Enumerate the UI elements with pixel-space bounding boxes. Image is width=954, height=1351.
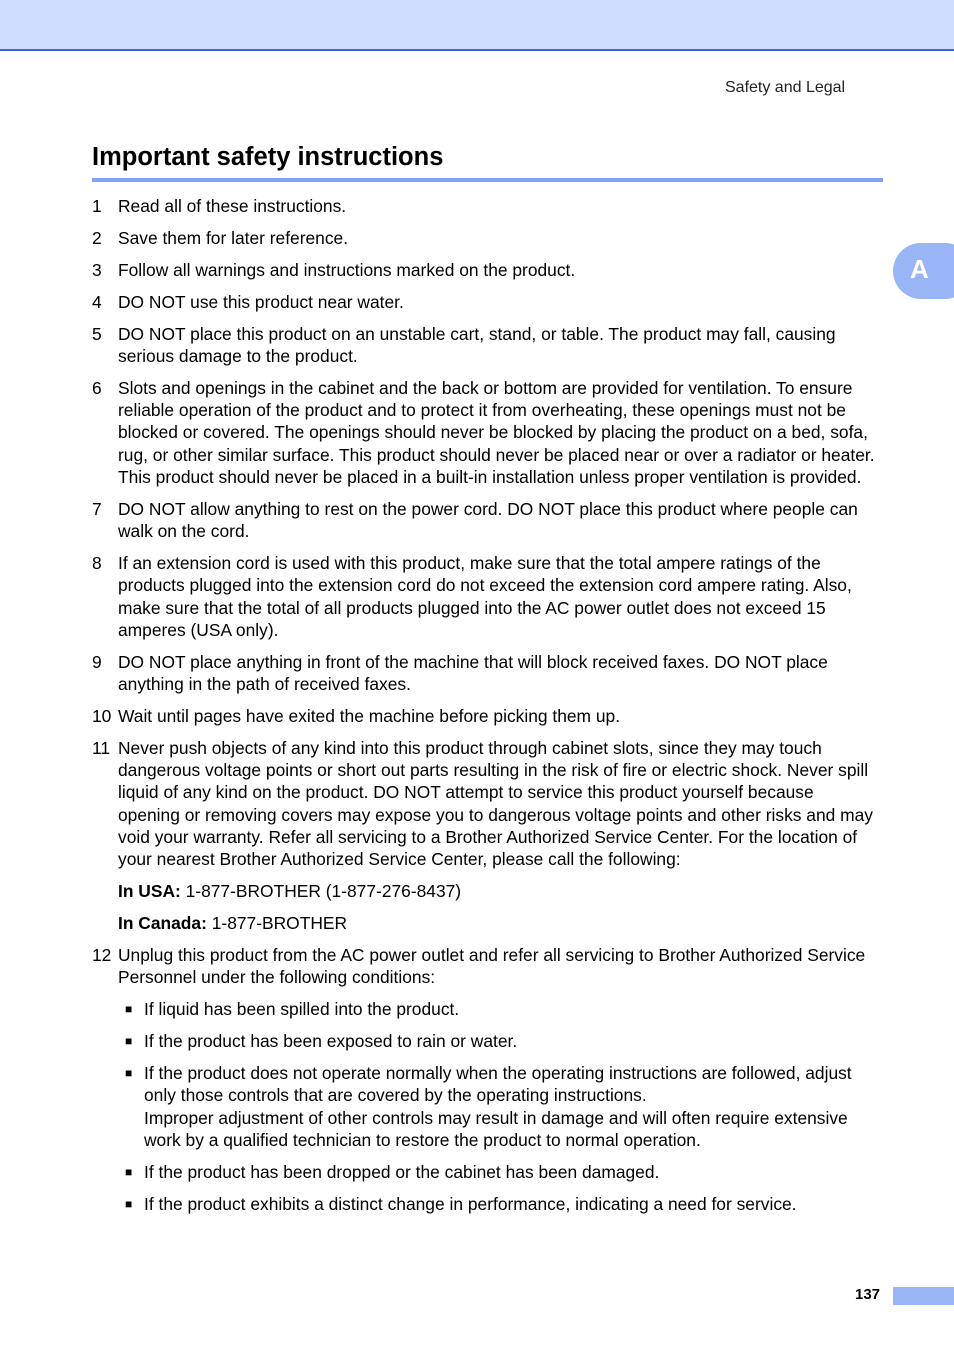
item-text: DO NOT use this product near water. bbox=[118, 291, 404, 312]
item-text: Follow all warnings and instructions marked on the product. bbox=[118, 259, 576, 280]
item-number: 3 bbox=[92, 259, 102, 280]
instructions-list bbox=[92, 195, 880, 1225]
bullet-square-icon: ■ bbox=[125, 1196, 133, 1211]
page-header-band bbox=[0, 0, 954, 51]
list-item bbox=[92, 944, 880, 989]
item-text: Save them for later reference. bbox=[118, 227, 349, 248]
item-number: 8 bbox=[92, 553, 102, 574]
running-header: Safety and Legal bbox=[725, 79, 846, 96]
page-title: Important safety instructions bbox=[92, 143, 444, 171]
condition-text: If the product has been exposed to rain or water. bbox=[144, 1031, 518, 1052]
list-item bbox=[92, 705, 880, 727]
contact-usa-label: In USA: bbox=[118, 881, 181, 902]
item-number: 2 bbox=[92, 227, 102, 248]
item-text: DO NOT place anything in front of the machine that will block received faxes. DO NOT place anything in the path of received faxes. bbox=[118, 651, 828, 695]
list-item bbox=[92, 498, 880, 543]
condition-text-part-2: Improper adjustment of other controls may result in damage and will often require extensive work by a qualified technician to restore the product to normal operation. bbox=[144, 1107, 848, 1150]
chapter-tab-letter: A bbox=[910, 254, 929, 284]
bullet-square-icon: ■ bbox=[125, 1034, 133, 1049]
condition-text: If liquid has been spilled into the product. bbox=[144, 999, 460, 1020]
item-text: Wait until pages have exited the machine before picking them up. bbox=[118, 705, 621, 726]
list-item bbox=[92, 291, 880, 313]
chapter-tab bbox=[893, 243, 954, 299]
list-item bbox=[92, 259, 880, 281]
item-number: 5 bbox=[92, 323, 102, 344]
list-item bbox=[92, 323, 880, 368]
bullet-square-icon: ■ bbox=[125, 1002, 133, 1017]
contact-canada-number: 1-877-BROTHER bbox=[206, 913, 348, 934]
list-item bbox=[92, 552, 880, 641]
title-underline bbox=[92, 178, 883, 182]
item-number: 1 bbox=[92, 196, 102, 216]
item-text: DO NOT place this product on an unstable cart, stand, or table. The product may fall, causing serious damage to the product. bbox=[118, 323, 836, 366]
bullet-square-icon: ■ bbox=[125, 1066, 133, 1080]
condition-item bbox=[92, 1030, 880, 1052]
item-number: 7 bbox=[92, 498, 102, 519]
condition-item bbox=[92, 1161, 880, 1183]
contact-usa bbox=[92, 880, 880, 902]
item-text: Slots and openings in the cabinet and the back or bottom are provided for ventilation. To ensure reliable operation of the product and to protect it from overheating, these openings must not be blocked or covered. The openings should never be blocked by placing the product on a bed, sofa, rug, or other similar surface. This product should never be placed near or over a radiator or heater. This product should never be placed in a built-in installation unless proper ventilation is provided. bbox=[118, 377, 875, 487]
item-number: 6 bbox=[92, 377, 102, 398]
condition-text bbox=[144, 1062, 880, 1151]
page-number: 137 bbox=[855, 1286, 881, 1303]
list-item bbox=[92, 737, 880, 871]
list-item bbox=[92, 651, 880, 696]
contact-canada bbox=[92, 912, 880, 934]
list-item bbox=[92, 227, 880, 249]
contact-usa-number: 1-877-BROTHER (1-877-276-8437) bbox=[180, 881, 462, 902]
item-number: 11 bbox=[92, 737, 111, 758]
list-item bbox=[92, 377, 880, 488]
condition-item bbox=[92, 1193, 880, 1215]
footer-accent-bar bbox=[893, 1287, 954, 1305]
contact-canada-label: In Canada: bbox=[118, 913, 207, 934]
condition-item bbox=[92, 1062, 880, 1151]
item-number: 9 bbox=[92, 651, 102, 672]
list-item bbox=[92, 195, 880, 217]
item-number: 4 bbox=[92, 291, 102, 312]
condition-text: If the product has been dropped or the cabinet has been damaged. bbox=[144, 1161, 660, 1182]
condition-text: If the product exhibits a distinct change in performance, indicating a need for service. bbox=[144, 1193, 797, 1214]
item-text: Unplug this product from the AC power outlet and refer all servicing to Brother Authorized Service Personnel under the following conditions: bbox=[118, 945, 866, 988]
condition-text-part-1: If the product does not operate normally when the operating instructions are followed, adjust only those controls that are covered by the operating instructions. bbox=[144, 1063, 852, 1106]
item-text: Never push objects of any kind into this product through cabinet slots, since they may touch dangerous voltage points or short out parts resulting in the risk of fire or electric shock. Never spill liquid of any kind on the product. DO NOT attempt to service this product yourself because opening or removing covers may expose you to dangerous voltage points and other risks and may void your warranty. Refer all servicing to a Brother Authorized Service Center. For the location of your nearest Brother Authorized Service Center, please call the following: bbox=[118, 737, 873, 870]
condition-item bbox=[92, 998, 880, 1020]
item-number: 10 bbox=[92, 705, 112, 726]
item-text: If an extension cord is used with this product, make sure that the total ampere ratings of the products plugged into the extension cord do not exceed the extension cord ampere rating. Also, make sure that the total of all products plugged into the AC power outlet does not exceed 15 amperes (USA only). bbox=[118, 553, 852, 640]
item-number: 12 bbox=[92, 945, 112, 966]
item-text: Read all of these instructions. bbox=[118, 196, 347, 216]
bullet-square-icon: ■ bbox=[125, 1164, 133, 1179]
item-text: DO NOT allow anything to rest on the power cord. DO NOT place this product where people can walk on the cord. bbox=[118, 498, 858, 542]
